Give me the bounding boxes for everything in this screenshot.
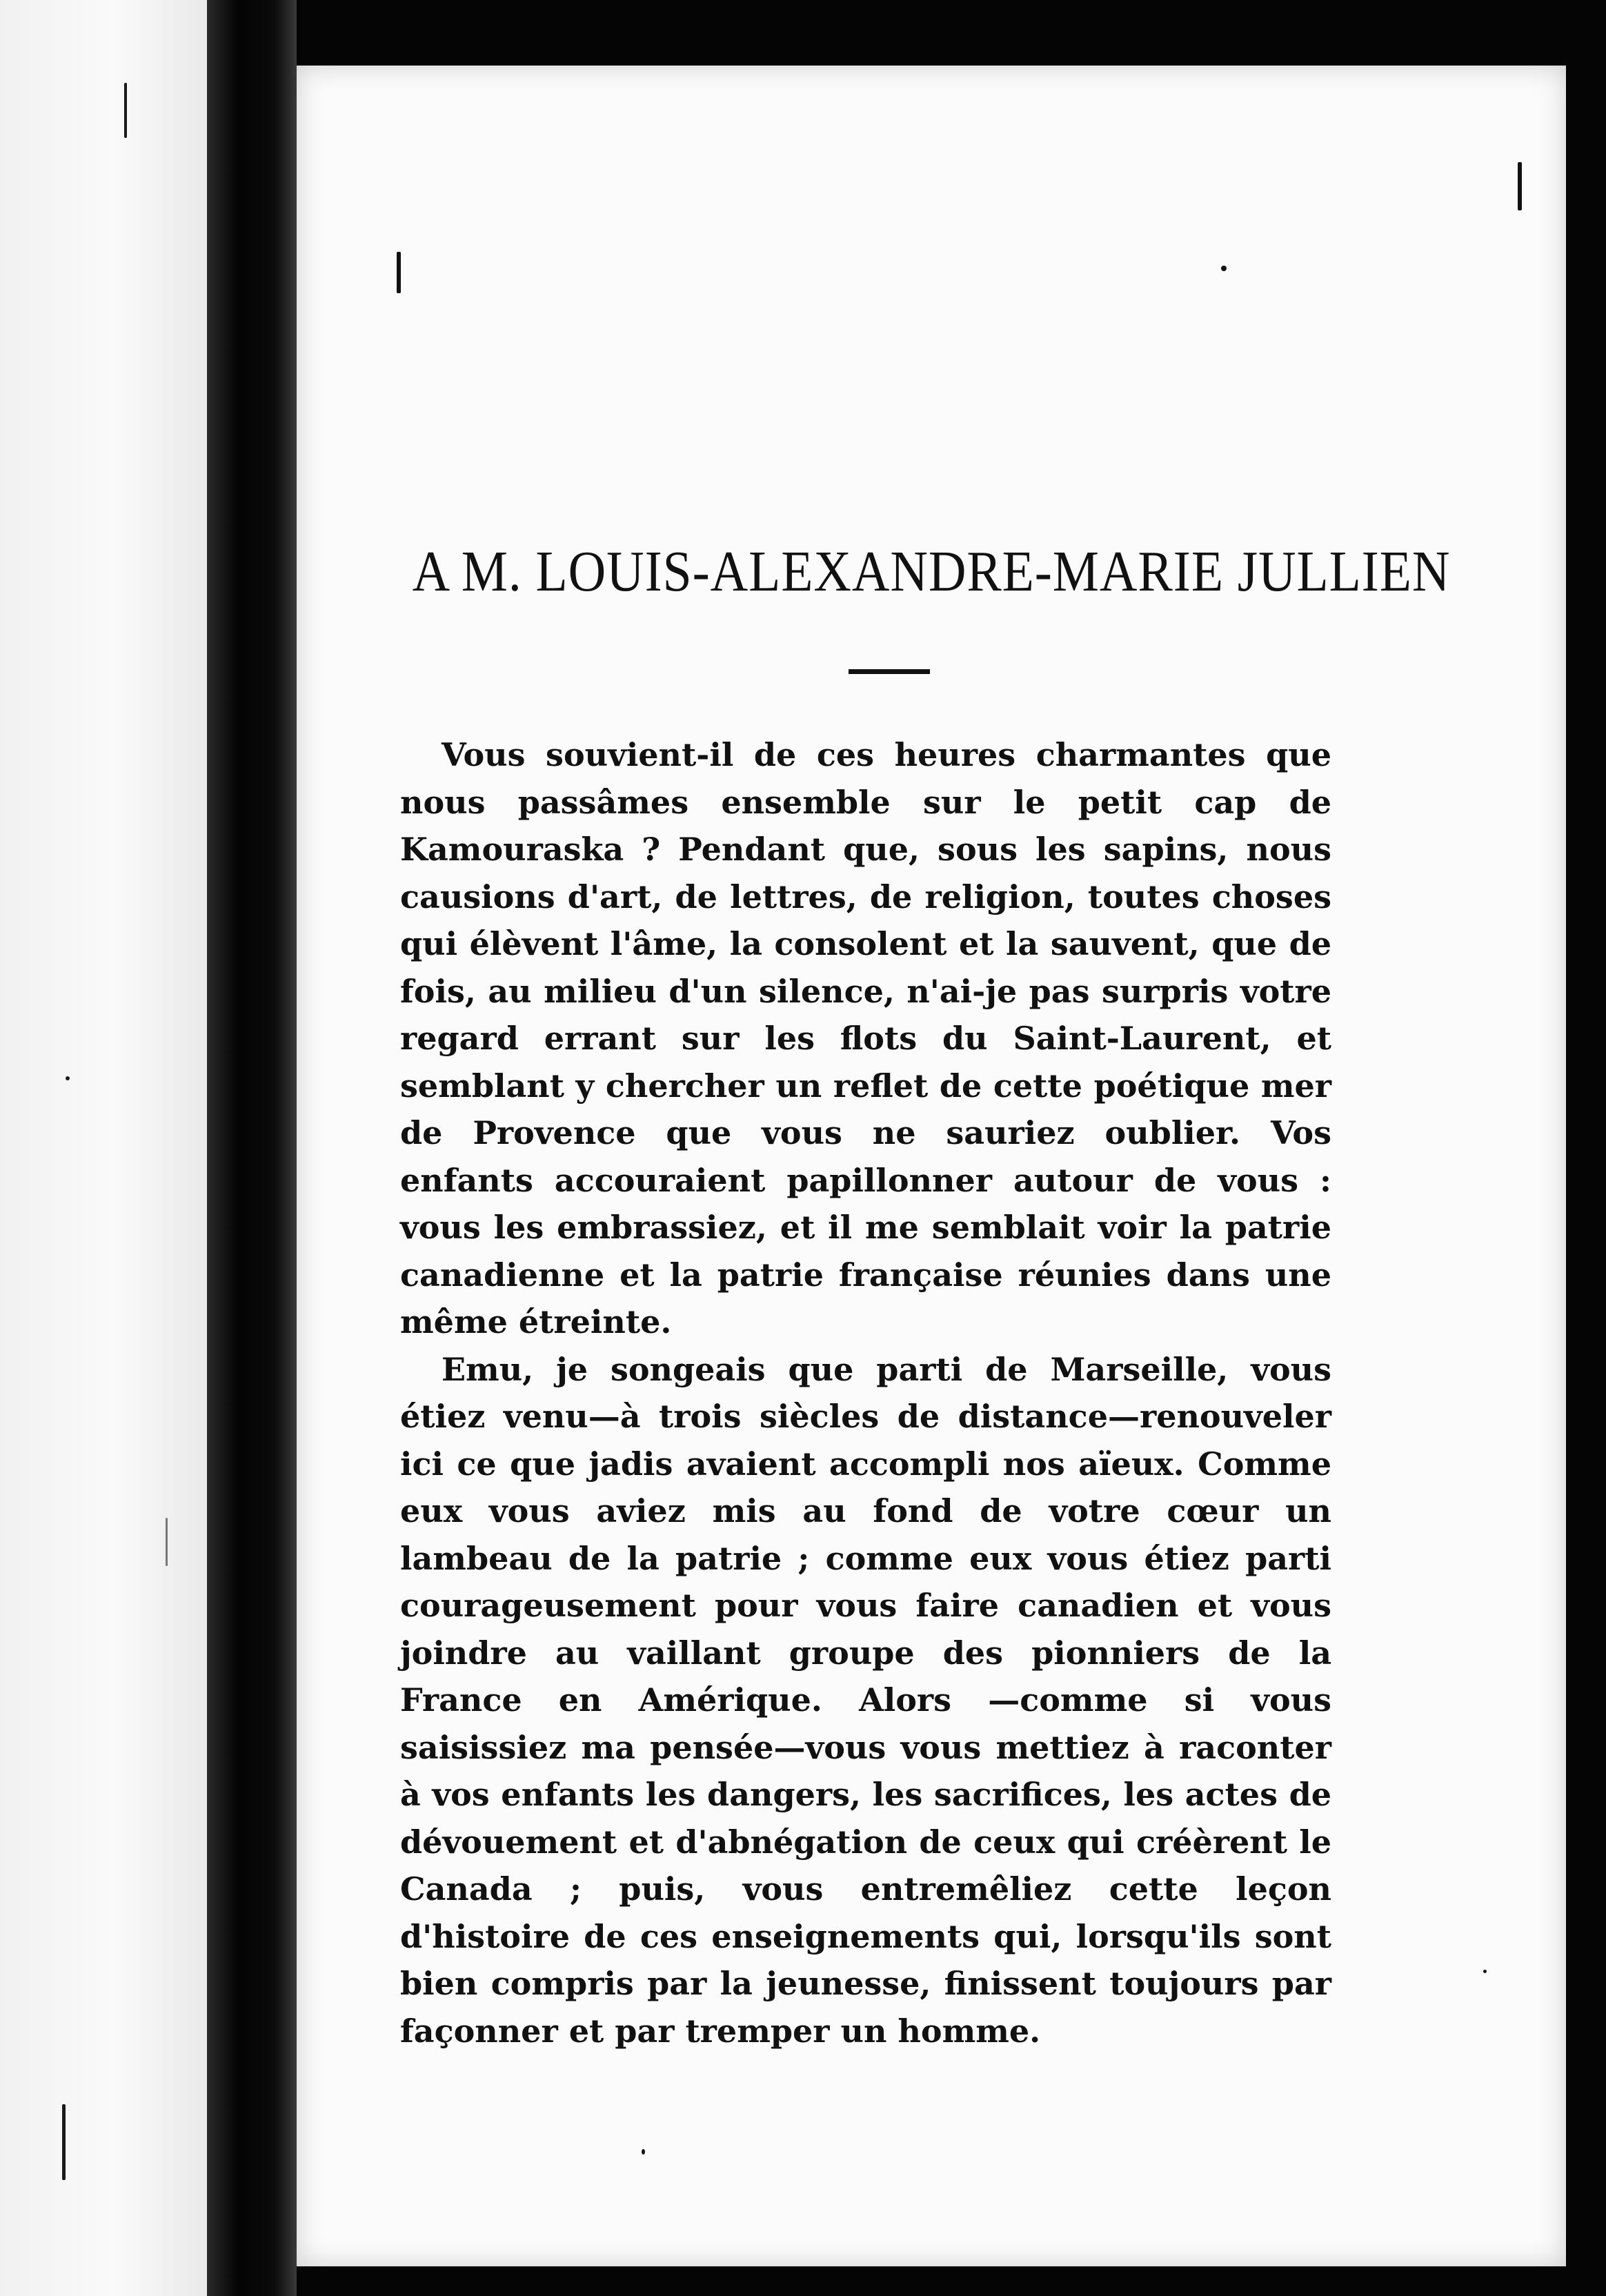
margin-mark <box>124 83 127 138</box>
ink-speck <box>1221 266 1227 271</box>
paragraph-2: Emu, je songeais que parti de Marseille, vous étiez venu—à trois siècles de distance—renouveler ici ce que jadis avaient accompli nos aïeux. Comme eux vous aviez mis au fond de votre cœur un lambeau de la patrie ; comme eux vous étiez parti courageusement pour vous faire canadien et vous joindre au vaillant groupe des pionniers de la France en Amérique. Alors —comme si vous saisissiez ma pensée—vous vous mettiez à raconter à vos enfants les dangers, les sacrifices, les actes de dévouement et d'abnégation de ceux qui créèrent le Canada ; puis, vous entremêliez cette leçon d'histoire de ces enseignements qui, lorsqu'ils sont bien compris par la jeunesse, finissent toujours par façonner et par tremper un homme. <box>400 1350 1331 2050</box>
margin-mark <box>166 1518 168 1566</box>
margin-mark <box>66 1076 70 1080</box>
paragraph-1: Vous souvient-il de ces heures charmantes que nous passâmes ensemble sur le petit cap de Kamouraska ? Pendant que, sous les sapins, nous causions d'art, de lettres, de religion, toutes choses qui élèvent l'âme, la consolent et la sauvent, que de fois, au milieu d'un silence, n'ai-je pas surpris votre regard errant sur les flots du Saint-Laurent, et semblant y chercher un reflet de cette poétique mer de Provence que vous ne sauriez oublier. Vos enfants accouraient papillonner autour de vous : vous les embrassiez, et il me semblait voir la patrie canadienne et la patrie française réunies dans une même étreinte. <box>400 736 1331 1340</box>
ink-speck <box>642 2149 645 2155</box>
ink-speck <box>1518 162 1522 210</box>
title-rule <box>849 669 930 674</box>
body-text <box>400 731 1331 2055</box>
dedication-title: A M. LOUIS-ALEXANDRE-MARIE JULLIEN <box>412 540 1451 604</box>
previous-page-edge <box>0 0 207 2296</box>
page-mark <box>397 252 401 293</box>
margin-mark <box>62 2104 66 2180</box>
book-page <box>297 66 1566 2266</box>
book-gutter <box>207 0 297 2296</box>
ink-speck <box>1483 1970 1487 1973</box>
